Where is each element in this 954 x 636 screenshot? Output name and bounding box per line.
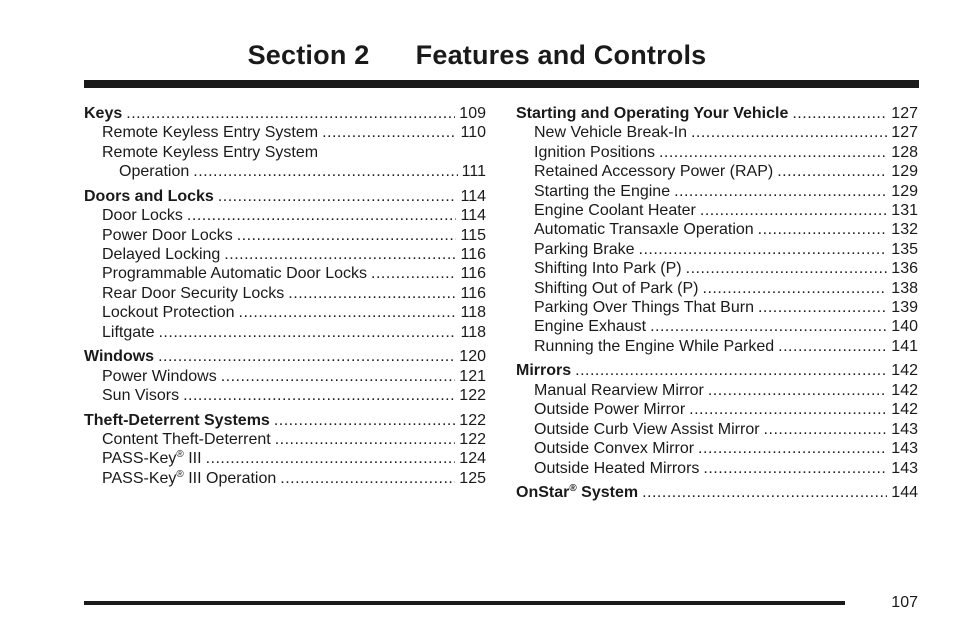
dot-leader [218,187,457,206]
dot-leader [708,381,887,400]
toc-label: PASS-Key® III [102,449,202,468]
toc-page-number: 142 [891,401,918,419]
toc-entry [84,245,486,264]
toc-entry [516,162,918,181]
toc-entry [516,317,918,336]
toc-entry [516,240,918,259]
toc-label: Content Theft-Deterrent [102,431,271,449]
section-title: Features and Controls [415,40,707,70]
toc-label: Remote Keyless Entry System [102,143,319,161]
toc-label: Programmable Automatic Door Locks [102,265,367,283]
dot-leader [778,337,887,356]
toc-label: Liftgate [102,323,155,341]
toc-page-number: 132 [891,221,918,239]
dot-leader [691,123,887,142]
dot-leader [193,162,457,181]
toc-label: PASS-Key® III Operation [102,468,277,487]
dot-leader [158,323,456,342]
dot-leader [280,469,455,488]
toc-page-number: 122 [459,387,486,405]
toc-label: Shifting Into Park (P) [534,260,682,278]
dot-leader [792,104,887,123]
dot-leader [239,303,457,322]
toc-label: Outside Curb View Assist Mirror [534,420,760,438]
toc-page-number: 143 [891,459,918,477]
toc-label: Mirrors [516,362,572,380]
toc-heading [516,483,918,502]
toc-entry [516,420,918,439]
toc-entry [516,279,918,298]
top-rule [84,80,919,88]
toc-label: Keys [84,105,123,122]
dot-leader [126,104,455,123]
toc-label: Sun Visors [102,387,180,405]
toc-page-number: 124 [459,450,486,468]
toc-entry [84,430,486,449]
toc-label: Lockout Protection [102,304,235,322]
toc-entry [516,381,918,400]
dot-leader [764,420,888,439]
toc-heading [516,361,918,380]
toc-label: Power Door Locks [102,226,233,244]
dot-leader [371,264,456,283]
toc-entry [84,469,486,488]
dot-leader [758,298,887,317]
dot-leader [703,459,887,478]
toc-label: Manual Rearview Mirror [534,381,704,399]
toc-entry [516,143,918,162]
toc-label: Power Windows [102,367,217,385]
toc-page-number: 144 [891,484,918,502]
toc-page-number: 115 [460,226,486,244]
toc-label: Outside Convex Mirror [534,440,695,458]
toc-entry [84,303,486,322]
toc-entry [84,206,486,225]
toc-label: Doors and Locks [84,187,214,205]
toc-page-number: 131 [891,202,918,220]
toc-entry [516,220,918,239]
toc-page-number: 114 [460,207,486,225]
dot-leader [758,220,888,239]
toc-entry [516,400,918,419]
toc-heading [84,411,486,430]
toc-page-number: 118 [460,304,486,322]
toc-label: Parking Brake [534,240,635,258]
dot-leader [206,449,456,468]
toc-entry [516,123,918,142]
toc-page-number: 122 [459,411,486,429]
toc-page-number: 111 [461,163,486,181]
dot-leader [275,430,456,449]
toc-page-number: 136 [891,260,918,278]
toc-right-column [516,104,918,503]
toc-entry [84,226,486,245]
toc-label: Delayed Locking [102,246,221,264]
dot-leader [698,439,887,458]
toc-left-column [84,104,486,488]
bottom-rule [84,601,845,605]
toc-label: Running the Engine While Parked [534,337,775,355]
dot-leader [224,245,456,264]
toc-page-number: 114 [460,187,486,205]
toc-heading [84,104,486,123]
toc-entry [516,459,918,478]
toc-page-number: 142 [891,381,918,399]
toc-page-number: 128 [891,143,918,161]
toc-entry [84,323,486,342]
toc-label: Theft-Deterrent Systems [84,411,270,429]
dot-leader [659,143,887,162]
toc-label: New Vehicle Break-In [534,124,687,142]
toc-entry [516,337,918,356]
toc-label: Automatic Transaxle Operation [534,221,754,239]
toc-entry [516,201,918,220]
page-title [0,40,954,71]
dot-leader [158,347,455,366]
dot-leader [639,240,888,259]
dot-leader [288,284,456,303]
dot-leader [187,206,457,225]
toc-page-number: 116 [460,284,486,302]
toc-page-number: 135 [891,240,918,258]
dot-leader [221,367,456,386]
toc-page-number: 138 [891,279,918,297]
toc-page-number: 120 [459,348,486,366]
toc-label: Engine Exhaust [534,318,647,336]
toc-entry [84,162,486,181]
dot-leader [274,411,455,430]
toc-entry [516,259,918,278]
section-number: Section 2 [247,40,370,70]
dot-leader [642,483,887,502]
dot-leader [700,201,887,220]
dot-leader [777,162,887,181]
toc-page-number: 127 [891,124,918,142]
dot-leader [689,400,887,419]
toc-page-number: 143 [891,440,918,458]
toc-page-number: 110 [460,124,486,142]
toc-page-number: 109 [459,105,486,122]
toc-page-number: 116 [460,246,486,264]
toc-heading [84,187,486,206]
toc-page-number: 141 [891,337,918,355]
toc-label: Windows [84,348,155,366]
toc-label: Engine Coolant Heater [534,202,696,220]
toc-entry [84,123,486,142]
dot-leader [237,226,457,245]
toc-page-number: 129 [891,182,918,200]
toc-entry [84,386,486,405]
toc-entry [84,264,486,283]
toc-label: Parking Over Things That Burn [534,299,754,317]
dot-leader [183,386,455,405]
toc-page-number: 129 [891,163,918,181]
dot-leader [650,317,887,336]
dot-leader [686,259,888,278]
dot-leader [575,361,887,380]
toc-page-number: 125 [459,469,486,487]
toc-page-number: 121 [459,367,486,385]
toc-entry [84,449,486,468]
toc-label: OnStar® System [516,483,639,502]
toc-label: Outside Power Mirror [534,401,686,419]
toc-label: Shifting Out of Park (P) [534,279,699,297]
toc-page-number: 122 [459,431,486,449]
toc-label: Retained Accessory Power (RAP) [534,163,774,181]
toc-page-number: 139 [891,299,918,317]
toc-page-number: 127 [891,105,918,122]
toc-page-number: 140 [891,318,918,336]
toc-entry [84,367,486,386]
toc-heading [516,104,918,123]
toc-label: Starting and Operating Your Vehicle [516,105,789,122]
toc-label: Door Locks [102,207,183,225]
toc-heading [84,347,486,366]
dot-leader [703,279,888,298]
page-number: 107 [891,594,918,611]
toc-page-number: 118 [460,323,486,341]
toc-entry [516,298,918,317]
toc-entry [516,182,918,201]
toc-entry [84,143,486,162]
toc-label: Outside Heated Mirrors [534,459,700,477]
toc-page-number: 142 [891,362,918,380]
toc-page-number: 143 [891,420,918,438]
toc-entry [84,284,486,303]
toc-label: Rear Door Security Locks [102,284,285,302]
toc-page-number: 116 [460,265,486,283]
toc-label: Starting the Engine [534,182,671,200]
toc-label: Operation [119,163,190,181]
toc-label: Remote Keyless Entry System [102,124,319,142]
toc-label: Ignition Positions [534,143,655,161]
toc-entry [516,439,918,458]
dot-leader [674,182,887,201]
dot-leader [322,123,456,142]
